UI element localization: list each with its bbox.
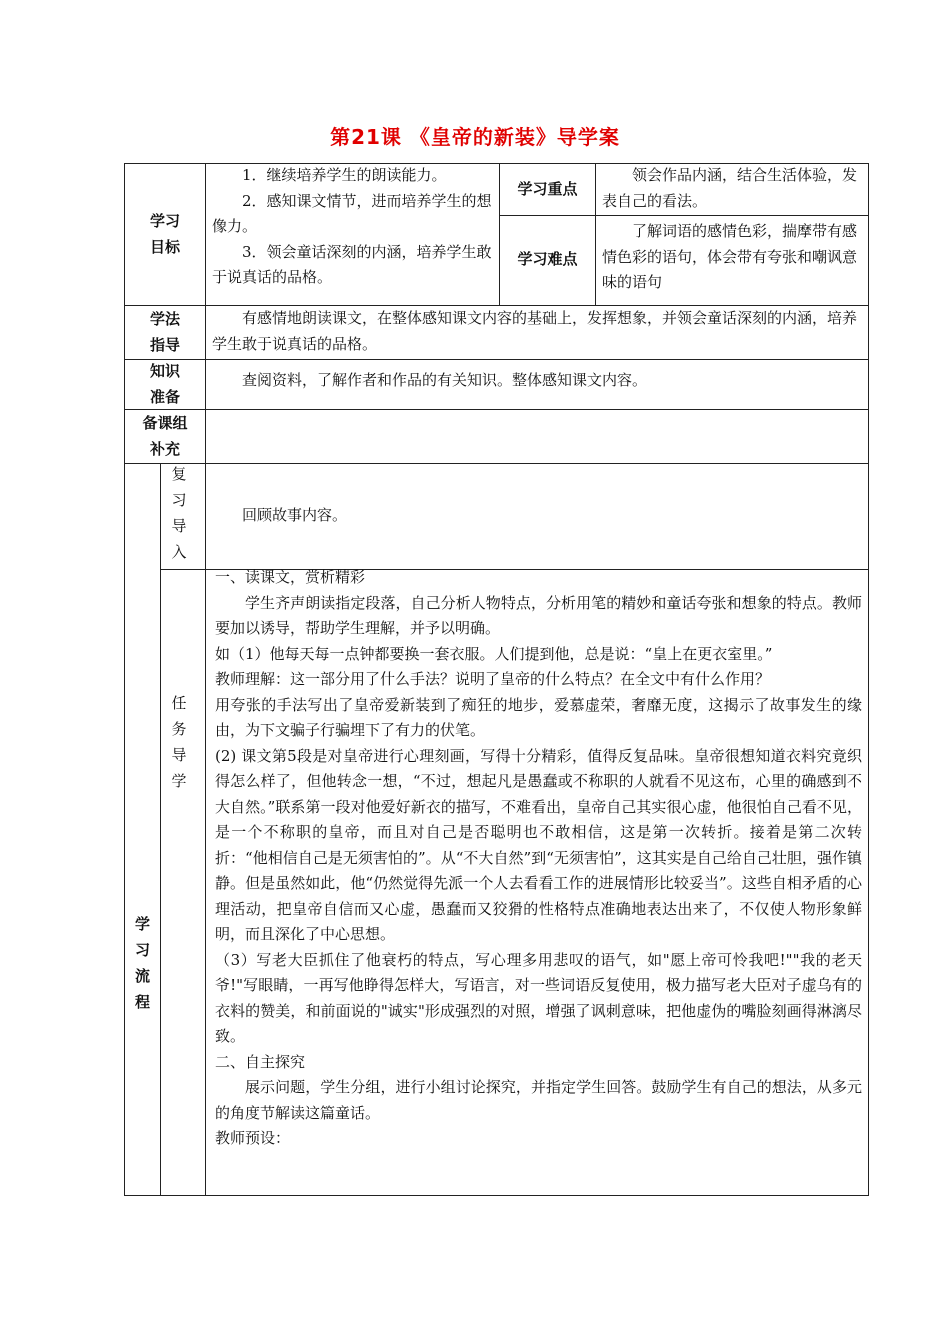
paragraph: 教师预设： <box>215 1129 291 1147</box>
key-point-label: 学习重点 <box>517 180 578 198</box>
paragraph: 学生齐声朗读指定段落，自己分析人物特点，分析用笔的精妙和童话夸张和想象的特点。教师要加以诱导，帮助学生理解，并予以明确。 <box>215 593 862 637</box>
section-heading: 一、读课文，赏析精彩 <box>215 568 366 586</box>
task-content <box>215 565 862 1152</box>
divider <box>124 463 869 464</box>
key-point-text: 领会作品内涵，结合生活体验，发表自己的看法。 <box>602 166 858 210</box>
paragraph: 用夸张的手法写出了皇帝爱新装到了痴狂的地步，爱慕虚荣，奢靡无度，这揭示了故事发生的缘由，为下文骗子行骗埋下了有力的伏笔。 <box>215 695 862 739</box>
divider <box>205 463 206 1196</box>
section-heading: 二、自主探究 <box>215 1052 306 1071</box>
review-label: 复习导入 <box>171 465 187 561</box>
objective-item: 2．感知课文情节，进而培养学生的想像力。 <box>212 191 492 235</box>
divider <box>595 163 596 306</box>
divider <box>205 163 206 464</box>
divider <box>124 409 869 410</box>
divider <box>160 463 161 1196</box>
divider <box>499 215 869 216</box>
method-label: 学法 指导 <box>149 310 180 354</box>
table-border-right <box>868 163 869 1196</box>
divider <box>124 359 869 360</box>
paragraph: 如（1）他每天每一点钟都要换一套衣服。人们提到他，总是说：“皇上在更衣室里。” <box>215 644 773 663</box>
paragraph: 教师理解：这一部分用了什么手法？说明了皇帝的什么特点？在全文中有什么作用？ <box>215 670 771 688</box>
task-label: 任务导学 <box>171 694 187 790</box>
method-text: 有感情地朗读课文，在整体感知课文内容的基础上，发挥想象，并领会童话深刻的内涵，培养学生敢于说真话的品格。 <box>212 309 858 353</box>
supplement-label: 备课组 补充 <box>142 414 188 458</box>
objective-item: 1．继续培养学生的朗读能力。 <box>242 166 447 184</box>
paragraph: 展示问题，学生分组，进行小组讨论探究，并指定学生回答。鼓励学生有自己的想法，从多元的角度节解读这篇童话。 <box>215 1078 862 1122</box>
objectives-label: 学习 目标 <box>149 212 180 256</box>
knowledge-label: 知识 准备 <box>149 362 180 406</box>
paragraph: (2) 课文第5段是对皇帝进行心理刻画，写得十分精彩，值得反复品味。皇帝很想知道衣料究竟织得怎么样了，但他转念一想，“不过，想起凡是愚蠢或不称职的人就看不见这布，心里的确感到不大自然。”联系第一段对他爱好新衣的描写，不难看出，皇帝自己其实很心虚，他很怕自己看不见，是一个不称职的皇帝，而且对自己是否聪明也不敢相信，这是第一次转折。接着是第二次转折：“他相信自己是无须害怕的”。从“不大自然”到“无须害怕”，这其实是自己给自己壮胆，强作镇静。但是虽然如此，他“仍然觉得先派一个人去看看工作的进展情形比较妥当”。这些自相矛盾的心理活动，把皇帝自信而又心虚，愚蠢而又狡猾的性格特点准确地表达出来了，不仅使人物形象鲜明，而且深化了中心思想。 <box>215 746 862 943</box>
objectives-list <box>212 163 494 291</box>
table-border-bottom <box>124 1195 869 1196</box>
difficulty-label: 学习难点 <box>517 250 578 268</box>
knowledge-text: 查阅资料，了解作者和作品的有关知识。整体感知课文内容。 <box>242 371 648 389</box>
page-title: 第21课 《皇帝的新装》导学案 <box>330 125 620 149</box>
review-text: 回顾故事内容。 <box>242 506 348 524</box>
process-label: 学 习 流 程 <box>134 915 150 1011</box>
paragraph: （3）写老大臣抓住了他衰朽的特点，写心理多用悲叹的语气，如"愿上帝可怜我吧!""我的老天爷!"写眼睛，一再写他睁得怎样大，写语言，对一些词语反复使用，极力描写老大臣对子虚乌有的衣料的赞美，和前面说的"诚实"形成强烈的对照，增强了讽刺意味，把他虚伪的嘴脸刻画得淋漓尽致。 <box>215 950 862 1045</box>
objective-item: 3．领会童话深刻的内涵，培养学生敢于说真话的品格。 <box>212 242 492 286</box>
difficulty-text: 了解词语的感情色彩，揣摩带有感情色彩的语句，体会带有夸张和嘲讽意味的语句 <box>602 222 858 291</box>
